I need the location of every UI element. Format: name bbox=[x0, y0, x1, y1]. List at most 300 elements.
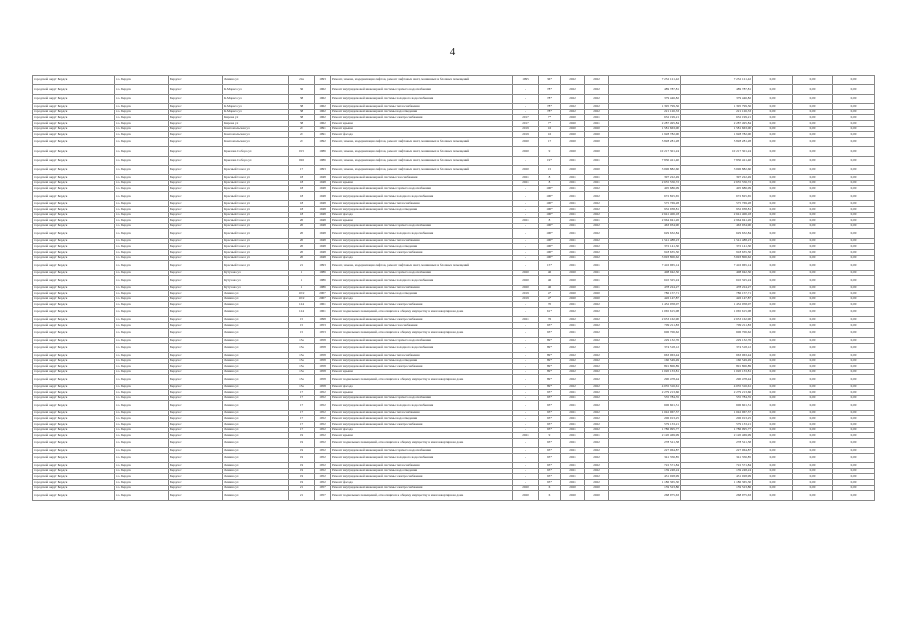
fund-cost-cell: 463 934,90 bbox=[681, 223, 753, 229]
local-cost-cell: 0,00 bbox=[793, 317, 833, 323]
start-year-cell: 2021 bbox=[561, 192, 585, 201]
budget-cost-cell: 0,00 bbox=[753, 218, 793, 224]
house-number-cell: 19 bbox=[289, 453, 315, 462]
build-year-cell: 1962 bbox=[315, 104, 331, 110]
work-type-cell: Ремонт внутридомовой инженерной системы холодного водоснабжения bbox=[331, 453, 513, 462]
build-year-cell: 1961 bbox=[315, 302, 331, 308]
work-type-cell: Ремонт внутридомовой инженерной системы водоотведения bbox=[331, 468, 513, 474]
settlement-cell: г.о. Бердск bbox=[115, 238, 169, 244]
total-cost-cell: 139 248,24 bbox=[609, 468, 681, 474]
build-year-cell: 1948 bbox=[315, 255, 331, 261]
last-repair-year-cell: - bbox=[513, 223, 539, 229]
priority-cell: 93* bbox=[539, 453, 561, 462]
settlement-cell: г.о. Бердск bbox=[115, 410, 169, 416]
local-cost-cell: 0,00 bbox=[793, 147, 833, 156]
last-repair-year-cell: - bbox=[513, 358, 539, 364]
start-year-cell: 2022 bbox=[561, 307, 585, 316]
city-cell: Бердск г bbox=[169, 223, 223, 229]
owners-cost-cell: 0,00 bbox=[833, 485, 875, 491]
municipality-cell: городской округ Бердск bbox=[33, 126, 115, 132]
total-cost-cell: 426 147,87 bbox=[609, 296, 681, 302]
owners-cost-cell: 0,00 bbox=[833, 463, 875, 469]
municipality-cell: городской округ Бердск bbox=[33, 255, 115, 261]
start-year-cell: 2020 bbox=[561, 270, 585, 276]
work-type-cell: Ремонт внутридомовой инженерной системы водоотведения bbox=[331, 244, 513, 250]
city-cell: Бердск г bbox=[169, 410, 223, 416]
total-cost-cell: 227 064,87 bbox=[609, 448, 681, 454]
work-type-cell: Ремонт внутридомовой инженерной системы электроснабжения bbox=[331, 422, 513, 428]
owners-cost-cell: 0,00 bbox=[833, 337, 875, 343]
fund-cost-cell: 7 830 421,40 bbox=[681, 156, 753, 165]
total-cost-cell: 918 635,50 bbox=[609, 250, 681, 256]
fund-cost-cell: 7 252 121,42 bbox=[681, 76, 753, 85]
street-cell: Ленина ул bbox=[223, 410, 289, 416]
build-year-cell: 1962 bbox=[315, 109, 331, 115]
build-year-cell: 1948 bbox=[315, 212, 331, 218]
local-cost-cell: 0,00 bbox=[793, 463, 833, 469]
total-cost-cell: 629 632,84 bbox=[609, 229, 681, 238]
settlement-cell: г.о. Бердск bbox=[115, 180, 169, 186]
total-cost-cell: 1 786 095,77 bbox=[609, 427, 681, 433]
last-repair-year-cell: 2021 bbox=[513, 180, 539, 186]
street-cell: Красный Сокол ул bbox=[223, 180, 289, 186]
last-repair-year-cell: - bbox=[513, 448, 539, 454]
build-year-cell: 1991 bbox=[315, 132, 331, 138]
street-cell: Красный Сокол ул bbox=[223, 244, 289, 250]
settlement-cell: г.о. Бердск bbox=[115, 364, 169, 370]
priority-cell: 78* bbox=[539, 94, 561, 103]
city-cell: Бердск г bbox=[169, 229, 223, 238]
work-type-cell: Ремонт внутридомовой инженерной системы холодного водоснабжения bbox=[331, 401, 513, 410]
settlement-cell: г.о. Бердск bbox=[115, 468, 169, 474]
budget-cost-cell: 0,00 bbox=[753, 94, 793, 103]
build-year-cell: 1952 bbox=[315, 390, 331, 396]
fund-cost-cell: 290 478,44 bbox=[681, 375, 753, 384]
city-cell: Бердск г bbox=[169, 390, 223, 396]
work-type-cell: Ремонт внутридомовой инженерной системы холодного водоснабжения bbox=[331, 229, 513, 238]
settlement-cell: г.о. Бердск bbox=[115, 463, 169, 469]
budget-cost-cell: 0,00 bbox=[753, 491, 793, 500]
work-type-cell: Ремонт внутридомовой инженерной системы водоотведения bbox=[331, 416, 513, 422]
city-cell: Бердск г bbox=[169, 358, 223, 364]
end-year-cell: 2022 bbox=[585, 343, 609, 352]
municipality-cell: городской округ Бердск bbox=[33, 201, 115, 207]
table-row bbox=[33, 261, 875, 270]
table-body bbox=[33, 76, 875, 501]
settlement-cell: г.о. Бердск bbox=[115, 156, 169, 165]
end-year-cell: 2021 bbox=[585, 120, 609, 126]
local-cost-cell: 0,00 bbox=[793, 229, 833, 238]
local-cost-cell: 0,00 bbox=[793, 137, 833, 146]
street-cell: Ленина ул bbox=[223, 291, 289, 297]
total-cost-cell: 632 199,21 bbox=[609, 115, 681, 121]
last-repair-year-cell: - bbox=[513, 186, 539, 192]
priority-cell: 100* bbox=[539, 207, 561, 213]
fund-cost-cell: 341 356,85 bbox=[681, 453, 753, 462]
start-year-cell: 2021 bbox=[561, 212, 585, 218]
street-cell: Комсомольская ул bbox=[223, 137, 289, 146]
fund-cost-cell: 426 147,87 bbox=[681, 296, 753, 302]
last-repair-year-cell: - bbox=[513, 250, 539, 256]
work-type-cell: Ремонт, замена, модернизация лифтов, ремонт лифтовых шахт, машинных и блочных помещений bbox=[331, 261, 513, 270]
build-year-cell: 1948 bbox=[315, 229, 331, 238]
street-cell: К.Маркса ул bbox=[223, 94, 289, 103]
start-year-cell: 2021 bbox=[561, 448, 585, 454]
street-cell: Комсомольская ул bbox=[223, 132, 289, 138]
start-year-cell: 2022 bbox=[561, 358, 585, 364]
table-row bbox=[33, 156, 875, 165]
fund-cost-cell: 4 035 316,61 bbox=[681, 384, 753, 390]
start-year-cell: 2021 bbox=[561, 156, 585, 165]
owners-cost-cell: 0,00 bbox=[833, 192, 875, 201]
last-repair-year-cell: - bbox=[513, 104, 539, 110]
street-cell: Ленина ул bbox=[223, 485, 289, 491]
owners-cost-cell: 0,00 bbox=[833, 384, 875, 390]
start-year-cell: 2021 bbox=[561, 244, 585, 250]
last-repair-year-cell: - bbox=[513, 85, 539, 94]
end-year-cell: 2021 bbox=[585, 156, 609, 165]
house-number-cell: 15 bbox=[289, 322, 315, 328]
owners-cost-cell: 0,00 bbox=[833, 244, 875, 250]
settlement-cell: г.о. Бердск bbox=[115, 94, 169, 103]
start-year-cell: 2021 bbox=[561, 218, 585, 224]
street-cell: Ленина ул bbox=[223, 76, 289, 85]
owners-cost-cell: 0,00 bbox=[833, 137, 875, 146]
end-year-cell: 2021 bbox=[585, 433, 609, 439]
budget-cost-cell: 0,00 bbox=[753, 285, 793, 291]
settlement-cell: г.о. Бердск bbox=[115, 390, 169, 396]
municipality-cell: городской округ Бердск bbox=[33, 276, 115, 285]
house-number-cell: 38 bbox=[289, 104, 315, 110]
table-row bbox=[33, 76, 875, 85]
start-year-cell: 2022 bbox=[561, 104, 585, 110]
total-cost-cell: 5 828 281,28 bbox=[609, 137, 681, 146]
total-cost-cell: 535 784,35 bbox=[609, 395, 681, 401]
city-cell: Бердск г bbox=[169, 85, 223, 94]
budget-cost-cell: 0,00 bbox=[753, 180, 793, 186]
city-cell: Бердск г bbox=[169, 463, 223, 469]
end-year-cell: 2022 bbox=[585, 337, 609, 343]
house-number-cell: 15а bbox=[289, 343, 315, 352]
table-row bbox=[33, 401, 875, 410]
total-cost-cell: 2 655 556,72 bbox=[609, 180, 681, 186]
work-type-cell: Ремонт внутридомовой инженерной системы газоснабжения bbox=[331, 322, 513, 328]
table-row bbox=[33, 307, 875, 316]
local-cost-cell: 0,00 bbox=[793, 201, 833, 207]
work-type-cell: Ремонт фасада bbox=[331, 255, 513, 261]
municipality-cell: городской округ Бердск bbox=[33, 337, 115, 343]
priority-cell: 89* bbox=[539, 337, 561, 343]
local-cost-cell: 0,00 bbox=[793, 165, 833, 174]
start-year-cell: 2022 bbox=[561, 85, 585, 94]
total-cost-cell: 372 141,30 bbox=[609, 244, 681, 250]
work-type-cell: Ремонт внутридомовой инженерной системы электроснабжения bbox=[331, 250, 513, 256]
build-year-cell: 1952 bbox=[315, 463, 331, 469]
fund-cost-cell: 1 541 488,23 bbox=[681, 238, 753, 244]
end-year-cell: 2022 bbox=[585, 438, 609, 447]
budget-cost-cell: 0,00 bbox=[753, 390, 793, 396]
build-year-cell: 1962 bbox=[315, 115, 331, 121]
city-cell: Бердск г bbox=[169, 328, 223, 337]
priority-cell: 19* bbox=[539, 156, 561, 165]
build-year-cell: 1991 bbox=[315, 126, 331, 132]
local-cost-cell: 0,00 bbox=[793, 302, 833, 308]
priority-cell: 9 bbox=[539, 147, 561, 156]
municipality-cell: городской округ Бердск bbox=[33, 364, 115, 370]
fund-cost-cell: 575 769,28 bbox=[681, 201, 753, 207]
municipality-cell: городской округ Бердск bbox=[33, 438, 115, 447]
settlement-cell: г.о. Бердск bbox=[115, 296, 169, 302]
priority-cell: 15* bbox=[539, 261, 561, 270]
end-year-cell: 2022 bbox=[585, 317, 609, 323]
fund-cost-cell: 2 287 495,84 bbox=[681, 120, 753, 126]
last-repair-year-cell: - bbox=[513, 422, 539, 428]
local-cost-cell: 0,00 bbox=[793, 410, 833, 416]
fund-cost-cell: 2 641 406,18 bbox=[681, 212, 753, 218]
total-cost-cell: 159 523,86 bbox=[609, 485, 681, 491]
total-cost-cell: 463 934,90 bbox=[609, 223, 681, 229]
fund-cost-cell: 606 706,62 bbox=[681, 328, 753, 337]
municipality-cell: городской округ Бердск bbox=[33, 180, 115, 186]
priority-cell: 89* bbox=[539, 352, 561, 358]
street-cell: Ленина ул bbox=[223, 448, 289, 454]
table-row bbox=[33, 375, 875, 384]
work-type-cell: Ремонт внутридомовой инженерной системы горячего водоснабжения bbox=[331, 186, 513, 192]
local-cost-cell: 0,00 bbox=[793, 395, 833, 401]
priority-cell: 100* bbox=[539, 244, 561, 250]
build-year-cell: 1962 bbox=[315, 85, 331, 94]
last-repair-year-cell: 2020 bbox=[513, 165, 539, 174]
municipality-cell: городской округ Бердск bbox=[33, 369, 115, 375]
priority-cell: 70 bbox=[539, 302, 561, 308]
house-number-cell: 20 bbox=[289, 250, 315, 256]
city-cell: Бердск г bbox=[169, 132, 223, 138]
end-year-cell: 2022 bbox=[585, 207, 609, 213]
municipality-cell: городской округ Бердск bbox=[33, 468, 115, 474]
end-year-cell: 2020 bbox=[585, 137, 609, 146]
local-cost-cell: 0,00 bbox=[793, 244, 833, 250]
local-cost-cell: 0,00 bbox=[793, 109, 833, 115]
settlement-cell: г.о. Бердск bbox=[115, 223, 169, 229]
owners-cost-cell: 0,00 bbox=[833, 276, 875, 285]
city-cell: Бердск г bbox=[169, 343, 223, 352]
end-year-cell: 2022 bbox=[585, 250, 609, 256]
total-cost-cell: 379 446,82 bbox=[609, 94, 681, 103]
local-cost-cell: 0,00 bbox=[793, 76, 833, 85]
municipality-cell: городской округ Бердск bbox=[33, 207, 115, 213]
budget-cost-cell: 0,00 bbox=[753, 453, 793, 462]
street-cell: Ленина ул bbox=[223, 322, 289, 328]
priority-cell: 93* bbox=[539, 479, 561, 485]
owners-cost-cell: 0,00 bbox=[833, 212, 875, 218]
build-year-cell: 1948 bbox=[315, 244, 331, 250]
city-cell: Бердск г bbox=[169, 364, 223, 370]
owners-cost-cell: 0,00 bbox=[833, 468, 875, 474]
house-number-cell: 38 bbox=[289, 94, 315, 103]
street-cell: Ленина ул bbox=[223, 438, 289, 447]
street-cell: Кутузова ул bbox=[223, 285, 289, 291]
build-year-cell: 1958 bbox=[315, 375, 331, 384]
start-year-cell: 2021 bbox=[561, 427, 585, 433]
build-year-cell: 1948 bbox=[315, 186, 331, 192]
owners-cost-cell: 0,00 bbox=[833, 358, 875, 364]
work-type-cell: Ремонт подвальных помещений, относящихся к общему имуществу в многоквартирном доме bbox=[331, 375, 513, 384]
start-year-cell: 2020 bbox=[561, 126, 585, 132]
priority-cell: 6 bbox=[539, 485, 561, 491]
total-cost-cell: 206 013,25 bbox=[609, 416, 681, 422]
budget-cost-cell: 0,00 bbox=[753, 352, 793, 358]
city-cell: Бердск г bbox=[169, 352, 223, 358]
municipality-cell: городской округ Бердск bbox=[33, 229, 115, 238]
budget-cost-cell: 0,00 bbox=[753, 207, 793, 213]
street-cell: Ленина ул bbox=[223, 468, 289, 474]
priority-cell: 17 bbox=[539, 137, 561, 146]
owners-cost-cell: 0,00 bbox=[833, 120, 875, 126]
settlement-cell: г.о. Бердск bbox=[115, 422, 169, 428]
settlement-cell: г.о. Бердск bbox=[115, 328, 169, 337]
total-cost-cell: 1 186 365,30 bbox=[609, 479, 681, 485]
priority-cell: 100* bbox=[539, 192, 561, 201]
budget-cost-cell: 0,00 bbox=[753, 463, 793, 469]
end-year-cell: 2022 bbox=[585, 201, 609, 207]
local-cost-cell: 0,00 bbox=[793, 261, 833, 270]
owners-cost-cell: 0,00 bbox=[833, 328, 875, 337]
budget-cost-cell: 0,00 bbox=[753, 120, 793, 126]
budget-cost-cell: 0,00 bbox=[753, 276, 793, 285]
owners-cost-cell: 0,00 bbox=[833, 115, 875, 121]
start-year-cell: 2021 bbox=[561, 401, 585, 410]
build-year-cell: 1993 bbox=[315, 165, 331, 174]
build-year-cell: 1986 bbox=[315, 147, 331, 156]
municipality-cell: городской округ Бердск bbox=[33, 76, 115, 85]
settlement-cell: г.о. Бердск bbox=[115, 448, 169, 454]
city-cell: Бердск г bbox=[169, 433, 223, 439]
local-cost-cell: 0,00 bbox=[793, 468, 833, 474]
end-year-cell: 2022 bbox=[585, 307, 609, 316]
settlement-cell: г.о. Бердск bbox=[115, 201, 169, 207]
work-type-cell: Ремонт внутридомовой инженерной системы холодного водоснабжения bbox=[331, 192, 513, 201]
local-cost-cell: 0,00 bbox=[793, 115, 833, 121]
work-type-cell: Ремонт крыши bbox=[331, 433, 513, 439]
house-number-cell: 2г bbox=[289, 137, 315, 146]
municipality-cell: городской округ Бердск bbox=[33, 132, 115, 138]
municipality-cell: городской округ Бердск bbox=[33, 218, 115, 224]
last-repair-year-cell: - bbox=[513, 352, 539, 358]
total-cost-cell: 672 825,65 bbox=[609, 192, 681, 201]
street-cell: Ленина ул bbox=[223, 375, 289, 384]
start-year-cell: 2021 bbox=[561, 474, 585, 480]
build-year-cell: 1948 bbox=[315, 201, 331, 207]
start-year-cell: 2021 bbox=[561, 201, 585, 207]
work-type-cell: Ремонт фасада bbox=[331, 296, 513, 302]
table-row bbox=[33, 165, 875, 174]
fund-cost-cell: 159 523,86 bbox=[681, 485, 753, 491]
city-cell: Бердск г bbox=[169, 401, 223, 410]
total-cost-cell: 891 806,89 bbox=[609, 364, 681, 370]
owners-cost-cell: 0,00 bbox=[833, 438, 875, 447]
work-type-cell: Ремонт крыши bbox=[331, 126, 513, 132]
fund-cost-cell: 2 653 162,90 bbox=[681, 317, 753, 323]
settlement-cell: г.о. Бердск bbox=[115, 285, 169, 291]
budget-cost-cell: 0,00 bbox=[753, 422, 793, 428]
total-cost-cell: 709 211,83 bbox=[609, 322, 681, 328]
build-year-cell: 1993 bbox=[315, 76, 331, 85]
street-cell: Красный Сокол ул bbox=[223, 192, 289, 201]
municipality-cell: городской округ Бердск bbox=[33, 85, 115, 94]
city-cell: Бердск г bbox=[169, 302, 223, 308]
last-repair-year-cell: - bbox=[513, 364, 539, 370]
local-cost-cell: 0,00 bbox=[793, 358, 833, 364]
build-year-cell: 1952 bbox=[315, 474, 331, 480]
house-number-cell: 1 bbox=[289, 276, 315, 285]
settlement-cell: г.о. Бердск bbox=[115, 186, 169, 192]
budget-cost-cell: 0,00 bbox=[753, 358, 793, 364]
settlement-cell: г.о. Бердск bbox=[115, 147, 169, 156]
owners-cost-cell: 0,00 bbox=[833, 261, 875, 270]
house-number-cell: 18 bbox=[289, 201, 315, 207]
priority-cell: 89* bbox=[539, 364, 561, 370]
end-year-cell: 2022 bbox=[585, 358, 609, 364]
local-cost-cell: 0,00 bbox=[793, 307, 833, 316]
owners-cost-cell: 0,00 bbox=[833, 395, 875, 401]
street-cell: Ленина ул bbox=[223, 474, 289, 480]
municipality-cell: городской округ Бердск bbox=[33, 115, 115, 121]
budget-cost-cell: 0,00 bbox=[753, 296, 793, 302]
last-repair-year-cell: - bbox=[513, 201, 539, 207]
total-cost-cell: 606 706,62 bbox=[609, 328, 681, 337]
fund-cost-cell: 1 395 799,56 bbox=[681, 104, 753, 110]
house-number-cell: 15а bbox=[289, 375, 315, 384]
municipality-cell: городской округ Бердск bbox=[33, 479, 115, 485]
priority-cell: 4* bbox=[539, 291, 561, 297]
work-type-cell: Ремонт фасада bbox=[331, 384, 513, 390]
local-cost-cell: 0,00 bbox=[793, 322, 833, 328]
settlement-cell: г.о. Бердск bbox=[115, 109, 169, 115]
build-year-cell: 1952 bbox=[315, 433, 331, 439]
city-cell: Бердск г bbox=[169, 147, 223, 156]
start-year-cell: 2021 bbox=[561, 438, 585, 447]
work-type-cell: Ремонт внутридомовой инженерной системы водоотведения bbox=[331, 207, 513, 213]
total-cost-cell: 786 157,71 bbox=[609, 291, 681, 297]
total-cost-cell: 663 063,44 bbox=[609, 352, 681, 358]
house-number-cell: 38 bbox=[289, 120, 315, 126]
priority-cell: 93* bbox=[539, 410, 561, 416]
table-row bbox=[33, 85, 875, 94]
last-repair-year-cell: - bbox=[513, 474, 539, 480]
street-cell: Красный Сокол ул bbox=[223, 261, 289, 270]
fund-cost-cell: 1 786 095,77 bbox=[681, 427, 753, 433]
city-cell: Бердск г bbox=[169, 296, 223, 302]
municipality-cell: городской округ Бердск bbox=[33, 384, 115, 390]
priority-cell: 78* bbox=[539, 85, 561, 94]
total-cost-cell: 278 521,58 bbox=[609, 438, 681, 447]
end-year-cell: 2022 bbox=[585, 453, 609, 462]
work-type-cell: Ремонт внутридомовой инженерной системы холодного водоснабжения bbox=[331, 343, 513, 352]
priority-cell: 89* bbox=[539, 375, 561, 384]
start-year-cell: 2022 bbox=[561, 317, 585, 323]
last-repair-year-cell: - bbox=[513, 479, 539, 485]
last-repair-year-cell: 2020 bbox=[513, 276, 539, 285]
municipality-cell: городской округ Бердск bbox=[33, 401, 115, 410]
city-cell: Бердск г bbox=[169, 270, 223, 276]
budget-cost-cell: 0,00 bbox=[753, 186, 793, 192]
fund-cost-cell: 1 928 782,00 bbox=[681, 132, 753, 138]
city-cell: Бердск г bbox=[169, 212, 223, 218]
priority-cell: 93* bbox=[539, 401, 561, 410]
total-cost-cell: 606 601,51 bbox=[609, 401, 681, 410]
street-cell: Ленина ул bbox=[223, 401, 289, 410]
build-year-cell: 1962 bbox=[315, 120, 331, 126]
